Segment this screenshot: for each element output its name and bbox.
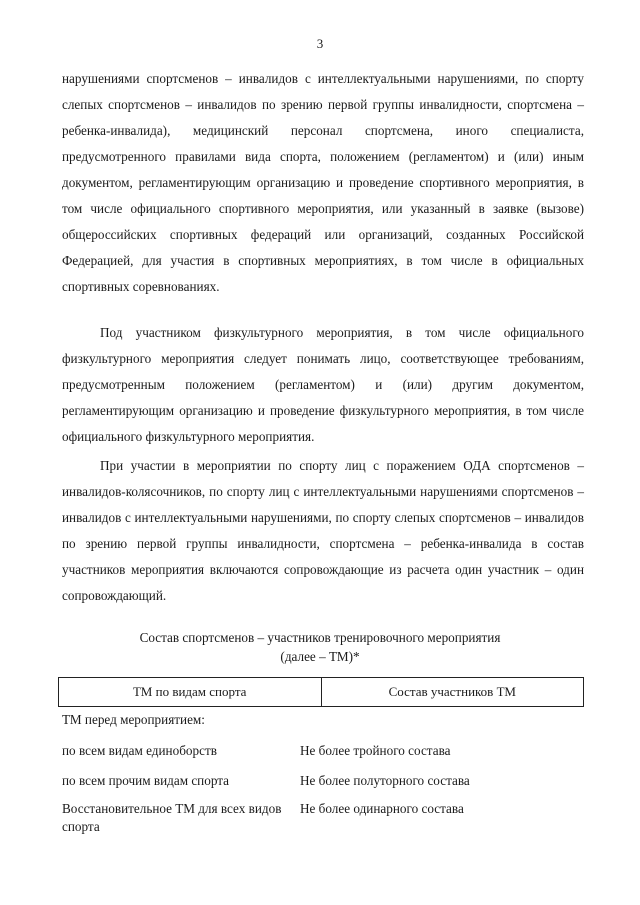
page-number: 3: [316, 36, 324, 51]
table-header: [58, 677, 584, 707]
table-row: [62, 800, 584, 836]
table-row: [62, 742, 584, 760]
table-cell-composition: Не более полуторного состава: [300, 773, 470, 788]
table-cell-composition: Не более тройного состава: [300, 743, 451, 758]
table-header-type: ТМ по видам спорта: [133, 684, 247, 699]
paragraph-continuation: нарушениями спортсменов – инвалидов с интеллектуальными нарушениями, по спорту слепых спортсменов – инвалидов по зрению первой группы инвалидности, спортсмена – ребенка-инвалида), медицинский персонал спортсмена, иного специалиста, предусмотренного правилами вида спорта, положением (регламентом) и (или) иным документом, регламентирующим организацию и проведение спортивного мероприятия, в том числе официального спортивного мероприятия, или указанный в заявке (вызове) общероссийских спортивных федераций или организаций, созданных Российской Федерацией, для участия в спортивных мероприятиях, в том числе в официальных спортивных соревнованиях.: [62, 71, 584, 294]
table-header-composition: Состав участников ТМ: [321, 678, 584, 706]
table-cell-type: Восстановительное ТМ для всех видов спорта: [62, 801, 282, 834]
table-caption-line-1: Состав спортсменов – участников тренировочного мероприятия: [139, 630, 501, 645]
table-row: [62, 772, 584, 790]
table-cell-composition: Не более одинарного состава: [300, 801, 464, 816]
table-cell-type: по всем видам единоборств: [62, 743, 217, 758]
paragraph-participant-definition: Под участником физкультурного мероприятия, в том числе официального физкультурного мероприятия следует понимать лицо, соответствующее требованиям, предусмотренным положением (регламентом) и (или) другим документом, регламентирующим организацию и проведение физкультурного мероприятия, в том числе официального физкультурного мероприятия.: [62, 325, 584, 444]
table-cell-type: по всем прочим видам спорта: [62, 773, 230, 788]
table-caption-line-2: (далее – ТМ)*: [280, 649, 360, 664]
table-section-label: ТМ перед мероприятием:: [62, 712, 205, 727]
table-caption: [0, 628, 640, 666]
paragraph-escorts-rule: При участии в мероприятии по спорту лиц с поражением ОДА спортсменов – инвалидов-колясочников, по спорту лиц с интеллектуальными нарушениями спортсменов – инвалидов с интеллектуальными нарушениями, по спорту слепых спортсменов – инвалидов по зрению первой группы инвалидности, спортсмена – ребенка-инвалида в состав участников мероприятия включаются сопровождающие из расчета один участник – один сопровождающий.: [62, 458, 584, 603]
